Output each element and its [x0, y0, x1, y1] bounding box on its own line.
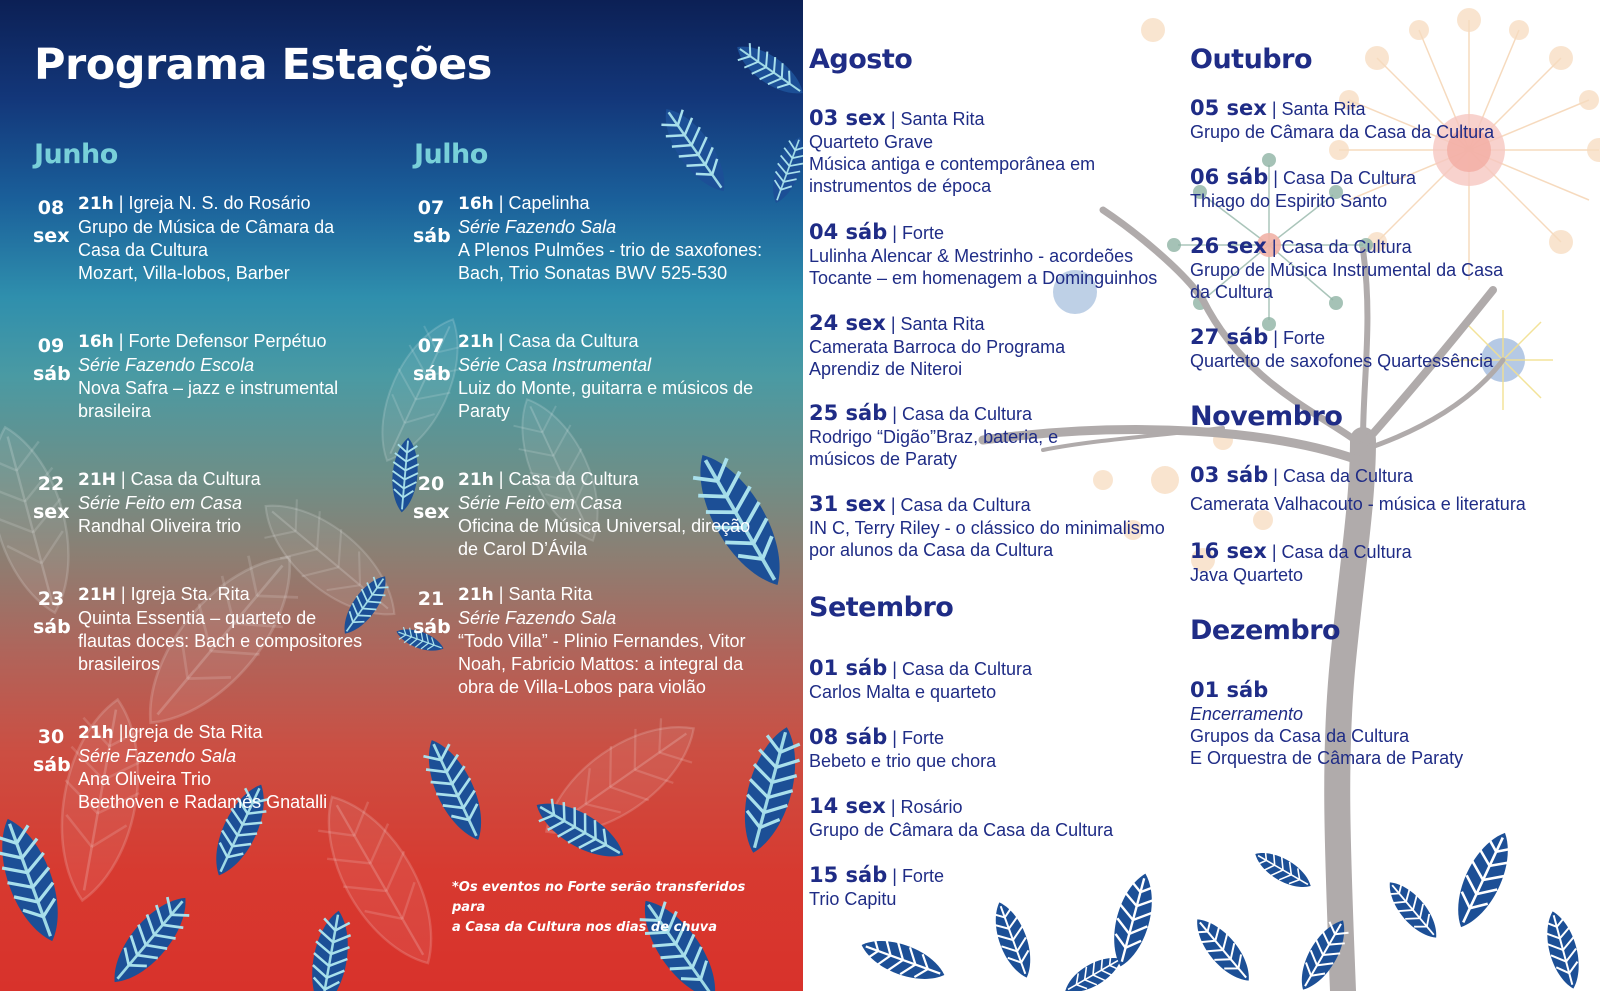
event-novembro-16: 16 sex | Casa da Cultura Java Quarteto	[1190, 539, 1412, 585]
event-agosto-24: 24 sex | Santa Rita Camerata Barroca do Programa Aprendiz de Niteroi	[809, 311, 1066, 379]
event-place: Casa Da Cultura	[1282, 168, 1416, 188]
event-line: Thiago do Espirito Santo	[1190, 191, 1388, 211]
event-time: 21h	[458, 332, 494, 352]
event-day: 21	[417, 588, 445, 610]
event-line: Grupo de Música Instrumental da Casa	[1190, 260, 1504, 280]
month-heading-outubro: Outubro	[1190, 44, 1312, 75]
event-series: Série Fazendo Sala	[78, 746, 237, 766]
event-time: 21H	[78, 470, 116, 490]
event-dezembro-01	[1190, 678, 1463, 769]
event-series: Série Fazendo Sala	[458, 217, 617, 237]
event-line: Bebeto e trio que chora	[809, 751, 997, 771]
month-heading-julho: Julho	[414, 139, 488, 170]
event-setembro-08: 08 sáb | Forte Bebeto e trio que chora	[809, 725, 997, 771]
event-line: brasileira	[78, 401, 152, 421]
event-setembro-01: 01 sáb | Casa da Cultura Carlos Malta e quarteto	[809, 656, 1033, 702]
event-line: Noah, Fabricio Mattos: a integral da	[458, 654, 744, 674]
event-place: Forte	[901, 866, 944, 886]
event-outubro-27: 27 sáb | Forte Quarteto de saxofones Quartessência	[1190, 325, 1494, 371]
event-agosto-04: 04 sáb | Forte Lulinha Alencar & Mestrinho - acordeões Tocante – em homenagem a Dominguinhos	[809, 220, 1158, 288]
footnote-line: a Casa da Cultura nos dias de chuva	[452, 920, 718, 935]
event-date: 06 sáb	[1190, 165, 1269, 189]
event-place: Casa da Cultura	[901, 404, 1033, 424]
event-time: 16h	[78, 332, 114, 352]
event-line: da Cultura	[1190, 282, 1274, 302]
event-line: obra de Villa-Lobos para violão	[458, 677, 706, 697]
event-weekday: sáb	[413, 225, 451, 247]
page-title: Programa Estações	[34, 40, 492, 90]
event-line: Beethoven e Radamés Gnatalli	[78, 792, 328, 812]
event-line: Nova Safra – jazz e instrumental	[78, 378, 339, 398]
footnote-line: *Os eventos no Forte serão transferidos para	[452, 880, 746, 915]
event-line: Aprendiz de Niteroi	[809, 359, 963, 379]
event-line: Grupo de Música de Câmara da	[78, 217, 335, 237]
event-date: 14 sex	[809, 794, 886, 818]
event-time: 21h	[78, 194, 114, 214]
event-weekday: sáb	[33, 363, 71, 385]
event-series: Encerramento	[1190, 704, 1304, 724]
event-time: 21h	[78, 723, 114, 743]
event-line: Java Quarteto	[1190, 565, 1304, 585]
event-place: Casa da Cultura	[901, 659, 1033, 679]
event-day: 07	[417, 197, 445, 219]
event-line: flautas doces: Bach e compositores	[78, 631, 363, 651]
event-date: 03 sex	[809, 106, 886, 130]
event-place: Rosário	[900, 797, 963, 817]
event-place: Santa Rita	[900, 314, 985, 334]
event-line: Grupo de Câmara da Casa da Cultura	[1190, 122, 1495, 142]
event-line: de Carol D’Ávila	[458, 539, 588, 559]
event-weekday: sáb	[413, 363, 451, 385]
event-agosto-25: 25 sáb | Casa da Cultura Rodrigo “Digão”Braz, bateria, e músicos de Paraty	[809, 401, 1059, 469]
event-line: Camerata Valhacouto - música e literatura	[1190, 494, 1526, 514]
event-weekday: sáb	[33, 754, 71, 776]
event-line: Rodrigo “Digão”Braz, bateria, e	[809, 427, 1059, 447]
event-time: 21h	[458, 470, 494, 490]
event-place: Forte Defensor Perpétuo	[128, 331, 327, 351]
event-place: Casa da Cultura	[1281, 542, 1412, 562]
event-line: por alunos da Casa da Cultura	[809, 540, 1054, 560]
event-place: Casa da Cultura	[508, 331, 639, 351]
event-line: Bach, Trio Sonatas BWV 525-530	[458, 263, 728, 283]
event-line: Luiz do Monte, guitarra e músicos de	[458, 378, 754, 398]
event-place: Santa Rita	[508, 584, 593, 604]
event-line: Grupos da Casa da Cultura	[1190, 726, 1410, 746]
event-line: Paraty	[458, 401, 511, 421]
event-date: 04 sáb	[809, 220, 888, 244]
event-place: Forte	[901, 223, 944, 243]
event-date: 27 sáb	[1190, 325, 1269, 349]
event-date: 05 sex	[1190, 96, 1267, 120]
event-place: Igreja N. S. do Rosário	[128, 193, 311, 213]
event-weekday: sex	[33, 225, 70, 247]
event-line: Mozart, Villa-lobos, Barber	[78, 263, 290, 283]
event-series: Série Feito em Casa	[78, 493, 243, 513]
event-place: Forte	[901, 728, 944, 748]
event-place: Casa da Cultura	[900, 495, 1031, 515]
event-weekday: sáb	[33, 616, 71, 638]
event-series: Série Fazendo Escola	[78, 355, 255, 375]
month-heading-junho: Junho	[34, 139, 118, 170]
event-line: Randhal Oliveira trio	[78, 516, 242, 536]
event-date: 26 sex	[1190, 234, 1267, 258]
event-place: Capelinha	[508, 193, 590, 213]
event-series: Série Feito em Casa	[458, 493, 623, 513]
event-novembro-03: 03 sáb | Casa da Cultura Camerata Valhacouto - música e literatura	[1190, 463, 1526, 514]
event-date: 24 sex	[809, 311, 886, 335]
event-outubro-06: 06 sáb | Casa Da Cultura Thiago do Espirito Santo	[1190, 165, 1416, 211]
rain-footnote	[452, 878, 782, 938]
event-agosto-03: 03 sex | Santa Rita Quarteto Grave Música antiga e contemporânea em instrumentos de época	[809, 106, 1096, 196]
event-place: Casa da Cultura	[1282, 466, 1414, 486]
event-line: brasileiros	[78, 654, 161, 674]
event-day: 30	[37, 726, 65, 748]
event-date: 31 sex	[809, 492, 886, 516]
event-weekday: sex	[33, 501, 70, 523]
event-line: Música antiga e contemporânea em	[809, 154, 1096, 174]
event-place: Casa da Cultura	[1281, 237, 1412, 257]
event-agosto-31: 31 sex | Casa da Cultura IN C, Terry Riley - o clássico do minimalismo por alunos da Casa da Cultura	[809, 492, 1165, 560]
event-outubro-05: 05 sex | Santa Rita Grupo de Câmara da Casa da Cultura	[1190, 96, 1495, 142]
event-outubro-26: 26 sex | Casa da Cultura Grupo de Música Instrumental da Casa da Cultura	[1190, 234, 1504, 302]
event-place: Forte	[1282, 328, 1325, 348]
month-heading-dezembro: Dezembro	[1190, 615, 1341, 646]
event-line: músicos de Paraty	[809, 449, 958, 469]
event-date: 01 sáb	[809, 656, 888, 680]
event-line: Quarteto de saxofones Quartessência	[1190, 351, 1494, 371]
left-panel: Programa Estações Junho 08 sex 21h | Igreja N. S. do Rosário Grupo de Música de Câmara da Casa da Cultura Mozart, Villa-lobos, Barber 09 sáb 16h | Forte Defensor Perpétuo Série Fazendo Escola Nova Safra – jazz e instrumental brasileira 22 sex 21H | Casa da Cultura Série Feito em Casa Randhal Oliveira trio 23 sáb 21H | Igreja Sta. Rita Quinta Essentia – quarteto de flautas doces: Bach e compositores brasileiros 30 sáb 21h |Igreja de Sta Rita Série Fazendo Sala Ana Oliveira Trio Beethoven e Radamés Gnatalli Julho 07 sáb 16h | Capelinha Série Fazendo Sala A Plenos Pulmões - trio de saxofones: Bach, Trio Sonatas BWV 525-530 07 sáb 21h | Casa da Cultura Série Casa Instrumental Luiz do Monte, guitarra e músicos de Paraty 20 sex 21h | Casa da Cultura Série Feito em Casa Oficina de Música Universal, direção de Carol D’Ávila 21 sáb 21h | Santa Rita Série Fazendo Sala “Todo Villa” - Plinio Fernandes, Vitor Noah, Fabricio Mattos: a integral da obra de Villa-Lobos para violão *Os eventos no Forte serão transferidos para a Casa da Cultura nos dias de chuva	[0, 0, 803, 991]
event-day: 08	[37, 197, 65, 219]
event-line: Tocante – em homenagem a Dominguinhos	[809, 268, 1158, 288]
event-day: 22	[37, 473, 65, 495]
event-series: Série Fazendo Sala	[458, 608, 617, 628]
event-line: IN C, Terry Riley - o clássico do minimalismo	[809, 518, 1165, 538]
event-date: 25 sáb	[809, 401, 888, 425]
event-place: Santa Rita	[900, 109, 985, 129]
event-setembro-14: 14 sex | Rosário Grupo de Câmara da Casa da Cultura	[809, 794, 1114, 840]
event-line: E Orquestra de Câmara de Paraty	[1190, 748, 1464, 768]
event-place: Casa da Cultura	[508, 469, 639, 489]
event-place: |Igreja de Sta Rita	[118, 722, 263, 742]
right-panel	[803, 0, 1600, 991]
event-date: 16 sex	[1190, 539, 1267, 563]
month-heading-novembro: Novembro	[1190, 401, 1343, 432]
event-time: 21H	[78, 585, 116, 605]
event-line: instrumentos de época	[809, 176, 992, 196]
event-day: 09	[37, 335, 65, 357]
event-day: 23	[37, 588, 65, 610]
event-line: Quarteto Grave	[809, 132, 934, 152]
event-line: Quinta Essentia – quarteto de	[78, 608, 317, 628]
event-line: Grupo de Câmara da Casa da Cultura	[809, 820, 1114, 840]
event-line: Carlos Malta e quarteto	[809, 682, 997, 702]
event-date: 08 sáb	[809, 725, 888, 749]
event-day: 20	[417, 473, 445, 495]
event-line: Oficina de Música Universal, direção	[458, 516, 751, 536]
event-time: 16h	[458, 194, 494, 214]
event-series: Série Casa Instrumental	[458, 355, 652, 375]
event-date: 15 sáb	[809, 863, 888, 887]
event-line: “Todo Villa” - Plinio Fernandes, Vitor	[458, 631, 746, 651]
event-time: 21h	[458, 585, 494, 605]
event-place: Casa da Cultura	[130, 469, 261, 489]
event-line: Ana Oliveira Trio	[78, 769, 212, 789]
event-line: Casa da Cultura	[78, 240, 209, 260]
event-line: Trio Capitu	[809, 889, 897, 909]
month-heading-agosto: Agosto	[809, 44, 913, 75]
event-line: A Plenos Pulmões - trio de saxofones:	[458, 240, 763, 260]
event-weekday: sáb	[413, 616, 451, 638]
event-place: Santa Rita	[1281, 99, 1366, 119]
event-place: Igreja Sta. Rita	[130, 584, 250, 604]
event-weekday: sex	[413, 501, 450, 523]
event-line: Camerata Barroca do Programa	[809, 337, 1066, 357]
month-heading-setembro: Setembro	[809, 592, 954, 623]
event-date: 03 sáb	[1190, 463, 1269, 487]
event-setembro-15: 15 sáb | Forte Trio Capitu	[809, 863, 944, 909]
event-date: 01 sáb	[1190, 678, 1269, 702]
event-line: Lulinha Alencar & Mestrinho - acordeões	[809, 246, 1134, 266]
event-day: 07	[417, 335, 445, 357]
